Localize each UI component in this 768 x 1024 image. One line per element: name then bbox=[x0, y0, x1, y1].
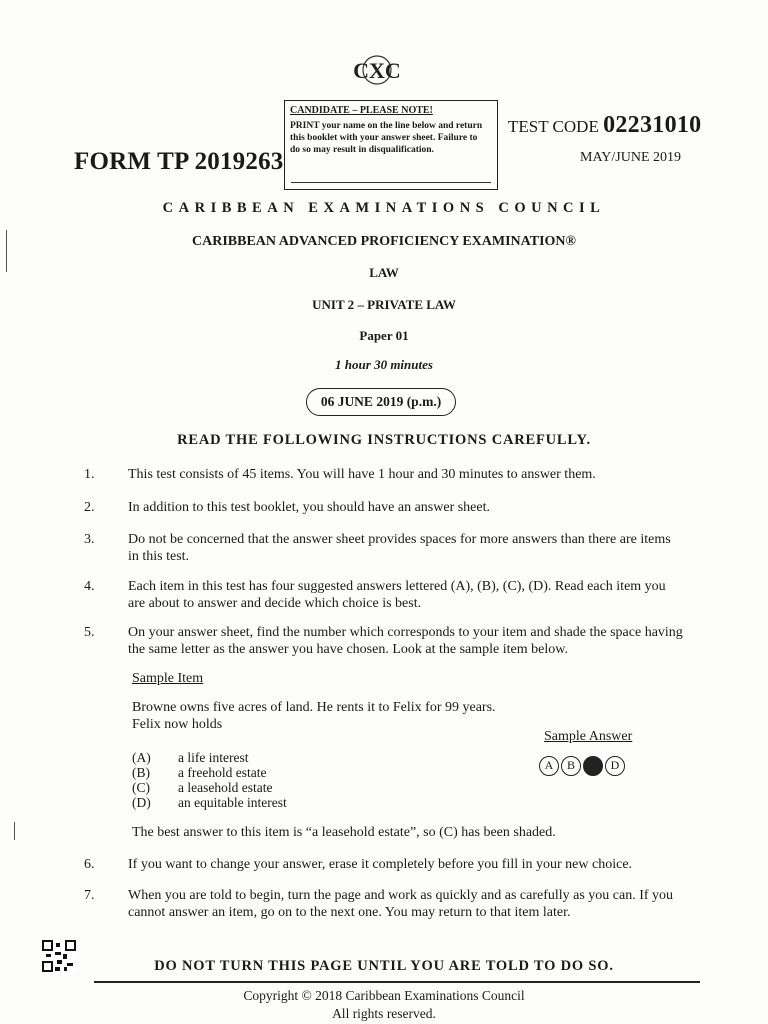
scan-edge-mark bbox=[6, 230, 7, 272]
cxc-logo-text: CXC bbox=[353, 58, 401, 83]
option-text: a leasehold estate bbox=[178, 780, 273, 795]
notice-line-1: PRINT your name on the line below and return bbox=[290, 121, 483, 131]
sample-answer-bubbles bbox=[539, 756, 625, 776]
test-code bbox=[508, 112, 701, 139]
candidate-notice-box bbox=[284, 100, 498, 190]
sample-option bbox=[132, 750, 248, 765]
instruction-text: In addition to this test booklet, you should have an answer sheet. bbox=[128, 500, 490, 515]
duration: 1 hour 30 minutes bbox=[335, 357, 433, 372]
notice-title: CANDIDATE – PLEASE NOTE! bbox=[290, 105, 433, 116]
option-letter: (C) bbox=[132, 780, 150, 795]
instruction-number: 2. bbox=[84, 500, 95, 515]
unit-title: UNIT 2 – PRIVATE LAW bbox=[312, 297, 456, 312]
option-letter: (A) bbox=[132, 750, 151, 765]
subject-title: LAW bbox=[369, 265, 399, 280]
exam-title: CARIBBEAN ADVANCED PROFICIENCY EXAMINATION® bbox=[192, 234, 576, 249]
instruction-number: 1. bbox=[84, 467, 95, 482]
cxc-logo bbox=[344, 44, 410, 96]
option-text: a life interest bbox=[178, 750, 249, 765]
instruction-text: On your answer sheet, find the number which corresponds to your item and shade the space having the same letter as the answer you have chosen. Look at the sample item below. bbox=[128, 625, 683, 657]
option-text: a freehold estate bbox=[178, 765, 267, 780]
answer-bubble-b: B bbox=[561, 756, 581, 776]
instruction-text: When you are told to begin, turn the page and work as quickly and as carefully as you can. If you cannot answer an item, go on to the next one. You may return to that item later. bbox=[128, 888, 674, 920]
instruction-item bbox=[84, 887, 684, 921]
sample-option bbox=[132, 765, 266, 780]
instructions-heading: READ THE FOLLOWING INSTRUCTIONS CAREFULLY. bbox=[177, 432, 591, 448]
answer-bubble-a: A bbox=[539, 756, 559, 776]
candidate-name-line bbox=[291, 182, 491, 183]
exam-date: 06 JUNE 2019 (p.m.) bbox=[306, 388, 456, 416]
test-code-label: TEST CODE bbox=[508, 117, 599, 136]
exam-sitting: MAY/JUNE 2019 bbox=[580, 150, 681, 165]
instruction-text: This test consists of 45 items. You will have 1 hour and 30 minutes to answer them. bbox=[128, 467, 596, 482]
instruction-item bbox=[84, 578, 684, 612]
instruction-item bbox=[84, 856, 684, 874]
scan-edge-mark bbox=[14, 822, 15, 840]
sample-stem-line-2: Felix now holds bbox=[132, 717, 223, 732]
notice-line-2: this booklet with your answer sheet. Failure to bbox=[290, 133, 478, 143]
instruction-item bbox=[84, 531, 684, 565]
instruction-text: Each item in this test has four suggested answers lettered (A), (B), (C), (D). Read each item you are about to answer and decide which choice is best. bbox=[128, 579, 666, 611]
answer-bubble-c-shaded: C bbox=[583, 756, 603, 776]
sample-item-stem bbox=[132, 699, 552, 733]
option-text: an equitable interest bbox=[178, 795, 287, 810]
instruction-item bbox=[84, 466, 684, 484]
sample-answer-title: Sample Answer bbox=[544, 729, 633, 744]
option-letter: (B) bbox=[132, 765, 150, 780]
instruction-item bbox=[84, 499, 684, 517]
sample-option bbox=[132, 795, 287, 810]
do-not-turn-warning: DO NOT TURN THIS PAGE UNTIL YOU ARE TOLD TO DO SO. bbox=[154, 958, 614, 974]
sample-option bbox=[132, 780, 272, 795]
instruction-item bbox=[84, 624, 684, 658]
instruction-number: 3. bbox=[84, 532, 95, 547]
sample-explanation: The best answer to this item is “a leasehold estate”, so (C) has been shaded. bbox=[132, 825, 556, 840]
sample-stem-line-1: Browne owns five acres of land. He rents it to Felix for 99 years. bbox=[132, 700, 496, 715]
council-title: CARIBBEAN EXAMINATIONS COUNCIL bbox=[162, 200, 606, 216]
all-rights-reserved: All rights reserved. bbox=[332, 1006, 436, 1021]
instruction-text: If you want to change your answer, erase it completely before you fill in your new choice. bbox=[128, 857, 633, 872]
instruction-text: Do not be concerned that the answer sheet provides spaces for more answers than there are items in this test. bbox=[128, 532, 671, 564]
notice-line-3: do so may result in disqualification. bbox=[290, 145, 434, 155]
instruction-number: 6. bbox=[84, 857, 95, 872]
sample-item-title: Sample Item bbox=[132, 671, 204, 686]
form-number: FORM TP 2019263 bbox=[74, 148, 284, 175]
instruction-number: 7. bbox=[84, 888, 95, 903]
footer-divider bbox=[94, 981, 700, 983]
answer-bubble-d: D bbox=[605, 756, 625, 776]
instruction-number: 4. bbox=[84, 579, 95, 594]
test-code-value: 02231010 bbox=[603, 112, 702, 138]
option-letter: (D) bbox=[132, 795, 151, 810]
copyright: Copyright © 2018 Caribbean Examinations Council bbox=[243, 988, 525, 1003]
paper-title: Paper 01 bbox=[359, 328, 409, 343]
instruction-number: 5. bbox=[84, 625, 95, 640]
